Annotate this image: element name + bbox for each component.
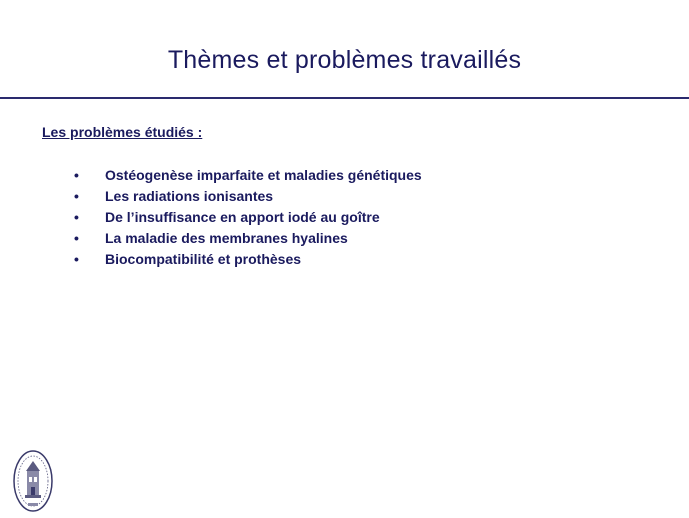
bullet-icon: • bbox=[74, 251, 79, 267]
university-seal-icon bbox=[12, 449, 54, 513]
list-item-text: Les radiations ionisantes bbox=[105, 188, 274, 204]
bullet-icon: • bbox=[74, 188, 79, 204]
list-item-text: La maladie des membranes hyalines bbox=[105, 230, 348, 246]
bullet-icon: • bbox=[74, 230, 79, 246]
bullet-icon: • bbox=[74, 209, 79, 225]
slide-title: Thèmes et problèmes travaillés bbox=[167, 46, 522, 74]
title-divider bbox=[0, 97, 689, 99]
list-item-text: Ostéogenèse imparfaite et maladies génétiques bbox=[105, 167, 422, 183]
list-item-text: Biocompatibilité et prothèses bbox=[105, 251, 302, 267]
section-heading: Les problèmes étudiés : bbox=[42, 124, 203, 140]
list-item-text: De l’insuffisance en apport iodé au goître bbox=[105, 209, 380, 225]
bullet-icon: • bbox=[74, 167, 79, 183]
